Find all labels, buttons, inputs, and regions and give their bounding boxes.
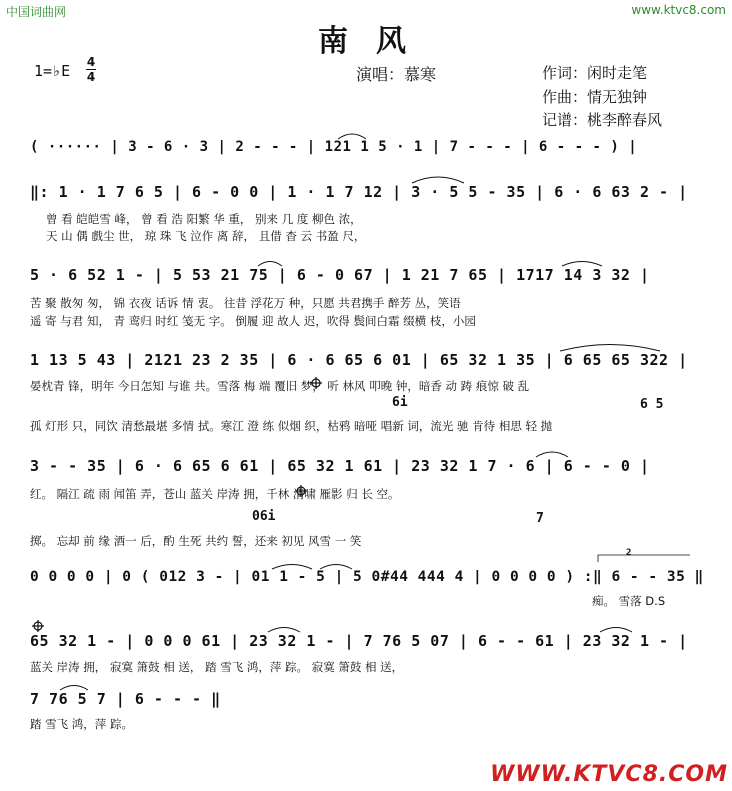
coda-sign-3: [32, 620, 44, 632]
singer: 演唱：慕寒: [356, 65, 437, 84]
row4-notes: 3 - - 35 | 6 · 6 65 6 61 | 65 32 1 61 | 23 32 1 7 · 6 | 6 - - 0 |: [30, 457, 650, 475]
slur-mark: [562, 262, 602, 267]
slur-mark: [258, 262, 282, 267]
site-url[interactable]: www.ktvc8.com: [631, 3, 726, 17]
row2-lyric2: 遥 寄 与君 知， 青 鸾归 时红 笺无 字。 倒履 迎 故人 迟，吹得 鬓间白霜 缀横 枝，小园: [30, 314, 476, 328]
row3-lyric2: 孤 灯形 只，同饮 清愁最堪 多情 拭。寒江 澄 练 似烟 织，枯鸦 暗哑 唱新 词，流光 驰 肯待 相思 轻 抛: [30, 419, 553, 433]
row7-lyric1: 踏 雪飞 鸿，萍 踪。: [30, 717, 133, 731]
slur-mark: [60, 686, 88, 691]
slur-mark: [268, 628, 300, 633]
aux-notes-3: 06i: [252, 509, 276, 524]
row6-lyric1: 蓝关 岸涛 拥， 寂寞 箫鼓 相 送， 踏 雪飞 鸿，萍 踪。 寂寞 箫鼓 相 送，: [30, 660, 404, 674]
row1-lyric1: 曾 看 皑皑雪 峰， 曾 看 浩 阳繁 华 重， 别来 几 度 柳色 浓，: [46, 212, 362, 226]
row1-lyric2: 天 山 偶 戲尘 世， 琼 珠 飞 泣作 离 辞， 且借 杳 云 书盈 尺，: [46, 229, 366, 243]
song-title: 南风: [318, 24, 434, 59]
row2-lyric1: 苦 聚 散匆 匆， 锦 衣夜 话诉 情 衷。 往昔 浮花万 种，只愿 共君携手 醉芳 丛，笑语: [30, 296, 461, 310]
coda-sign-2: [295, 485, 307, 497]
row5-notes: 0 0 0 0 | 0 ( 012 3 - | 01 1 - 5 | 5 0#44 444 4 | 0 0 0 0 ) :‖ 6 - - 35 ‖: [30, 569, 704, 585]
slur-mark: [338, 134, 366, 139]
row6-notes: 65 32 1 - | 0 0 0 61 | 23 32 1 - | 7 76 5 07 | 6 - - 61 | 23 32 1 - |: [30, 632, 688, 650]
composer: 作曲：情无独钟: [542, 88, 648, 106]
row1-notes: ‖: 1 · 1 7 6 5 | 6 - 0 0 | 1 · 1 7 12 | 3 · 5 5 - 35 | 6 · 6 63 2 - |: [30, 183, 688, 201]
row7-notes: 7 76 5 7 | 6 - - - ‖: [30, 690, 221, 708]
coda-sign-1: [310, 377, 322, 389]
volta-bracket: [598, 555, 690, 562]
transcriber: 记谱：桃李醉春风: [542, 111, 663, 129]
meter-top: 4: [86, 55, 96, 69]
slur-mark: [272, 565, 312, 570]
row3-notes: 1 13 5 43 | 2121 23 2 35 | 6 · 6 65 6 01 | 65 32 1 35 | 6 65 65 322 |: [30, 351, 688, 369]
slur-mark: [560, 345, 660, 352]
row4-lyric2: 掷。 忘却 前 缘 酒一 后，酌 生死 共约 誓，还来 初见 风雪 一 笑: [30, 534, 362, 548]
slur-mark: [412, 177, 464, 183]
intro-notes: ( ······ | 3 - 6 · 3 | 2 - - - | 121 1 5 · 1 | 7 - - - | 6 - - - ) |: [30, 139, 638, 155]
footer-logo[interactable]: WWW.KTVC8.COM: [490, 762, 728, 787]
slur-mark: [600, 628, 632, 633]
slur-mark: [320, 565, 352, 570]
slur-mark: [536, 452, 568, 457]
key-signature: 1=♭E: [34, 62, 71, 80]
volta-2-number: 2: [626, 548, 632, 558]
meter-bottom: 4: [86, 70, 96, 84]
aux-notes-2: 6 5: [640, 397, 664, 412]
site-name-cn[interactable]: 中国词曲网: [6, 5, 67, 19]
row3-lyric1: 晏枕青 锋，明年 今日怎知 与谁 共。雪落 梅 端 覆旧 梦， 听 林风 叩晚 钟，暗香 动 踌 痕惊 破 乱: [30, 379, 530, 393]
aux-notes-4: 7: [536, 511, 544, 526]
lyricist: 作词：闲时走笔: [542, 64, 648, 82]
row4-lyric1: 红。 隔江 疏 雨 闻笛 弄，苍山 蓝关 岸涛 拥，千林 清啸 雁影 归 长 空。: [30, 487, 400, 501]
row5-lyric1: 痴。 雪落 D.S: [592, 594, 666, 608]
row2-notes: 5 · 6 52 1 - | 5 53 21 75 | 6 - 0 67 | 1 21 7 65 | 1717 14 3 32 |: [30, 266, 650, 284]
aux-notes-1: 6i: [392, 395, 408, 410]
